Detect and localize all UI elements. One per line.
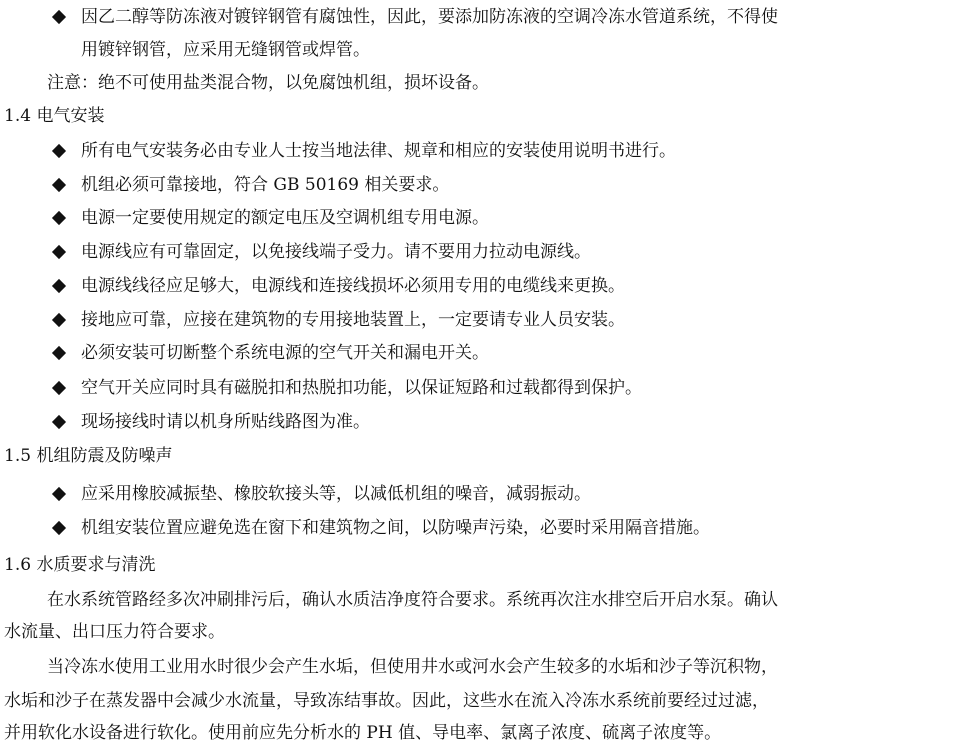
- bullet-item: [81, 5, 778, 29]
- bullet-item: [81, 410, 370, 434]
- diamond-bullet-icon: [52, 415, 66, 429]
- diamond-bullet-icon: [52, 521, 66, 535]
- paragraph-line: 当冷冻水使用工业用水时很少会产生水垢，但使用井水或河水会产生较多的水垢和沙子等沉积物，: [47, 657, 778, 677]
- paragraph-line: 在水系统管路经多次冲刷排污后，确认水质洁净度符合要求。系统再次注水排空后开启水泵。确认: [47, 590, 778, 610]
- diamond-bullet-icon: [52, 381, 66, 395]
- bullet-text: 必须安装可切断整个系统电源的空气开关和漏电开关。: [81, 343, 489, 363]
- bullet-text: 电源一定要使用规定的额定电压及空调机组专用电源。: [81, 208, 489, 228]
- bullet-item: [81, 139, 676, 163]
- bullet-text: 应采用橡胶减振垫、橡胶软接头等，以减低机组的噪音，减弱振动。: [81, 484, 591, 504]
- diamond-bullet-icon: [52, 10, 66, 24]
- paragraph-line: 水垢和沙子在蒸发器中会减少水流量，导致冻结事故。因此，这些水在流入冷冻水系统前要经过过滤，: [4, 691, 769, 711]
- section-heading-1-6: 1.6 水质要求与清洗: [4, 555, 156, 575]
- bullet-item: [81, 308, 625, 332]
- bullet-item: [81, 274, 625, 298]
- bullet-text: 机组安装位置应避免选在窗下和建筑物之间，以防噪声污染，必要时采用隔音措施。: [81, 518, 710, 538]
- bullet-item: [81, 173, 449, 197]
- bullet-text: 电源线线径应足够大，电源线和连接线损坏必须用专用的电缆线来更换。: [81, 276, 625, 296]
- bullet-text: 机组必须可靠接地，符合 GB 50169 相关要求。: [81, 175, 450, 195]
- bullet-text: 现场接线时请以机身所贴线路图为准。: [81, 412, 370, 432]
- diamond-bullet-icon: [52, 144, 66, 158]
- diamond-bullet-icon: [52, 487, 66, 501]
- section-heading-1-5: 1.5 机组防震及防噪声: [4, 446, 173, 466]
- paragraph-line: 水流量、出口压力符合要求。: [4, 622, 225, 642]
- bullet-item: [81, 376, 642, 400]
- diamond-bullet-icon: [52, 178, 66, 192]
- diamond-bullet-icon: [52, 279, 66, 293]
- bullet-continuation: 用镀锌钢管，应采用无缝钢管或焊管。: [81, 40, 370, 60]
- paragraph-line: 并用软化水设备进行软化。使用前应先分析水的 PH 值、导电率、氯离子浓度、硫离子浓度等。: [4, 723, 722, 743]
- bullet-text: 电源线应有可靠固定，以免接线端子受力。请不要用力拉动电源线。: [81, 242, 591, 262]
- bullet-text: 空气开关应同时具有磁脱扣和热脱扣功能，以保证短路和过载都得到保护。: [81, 378, 642, 398]
- note-text: 注意：绝不可使用盐类混合物，以免腐蚀机组，损坏设备。: [47, 73, 489, 93]
- bullet-text: 所有电气安装务必由专业人士按当地法律、规章和相应的安装使用说明书进行。: [81, 141, 676, 161]
- bullet-text: 接地应可靠，应接在建筑物的专用接地装置上，一定要请专业人员安装。: [81, 310, 625, 330]
- bullet-text: 因乙二醇等防冻液对镀锌钢管有腐蚀性，因此，要添加防冻液的空调冷冻水管道系统，不得使: [81, 7, 778, 27]
- diamond-bullet-icon: [52, 346, 66, 360]
- diamond-bullet-icon: [52, 313, 66, 327]
- bullet-item: [81, 206, 489, 230]
- bullet-item: [81, 482, 591, 506]
- bullet-item: [81, 240, 591, 264]
- section-heading-1-4: 1.4 电气安装: [4, 106, 105, 126]
- bullet-item: [81, 341, 489, 365]
- bullet-item: [81, 516, 710, 540]
- diamond-bullet-icon: [52, 211, 66, 225]
- diamond-bullet-icon: [52, 245, 66, 259]
